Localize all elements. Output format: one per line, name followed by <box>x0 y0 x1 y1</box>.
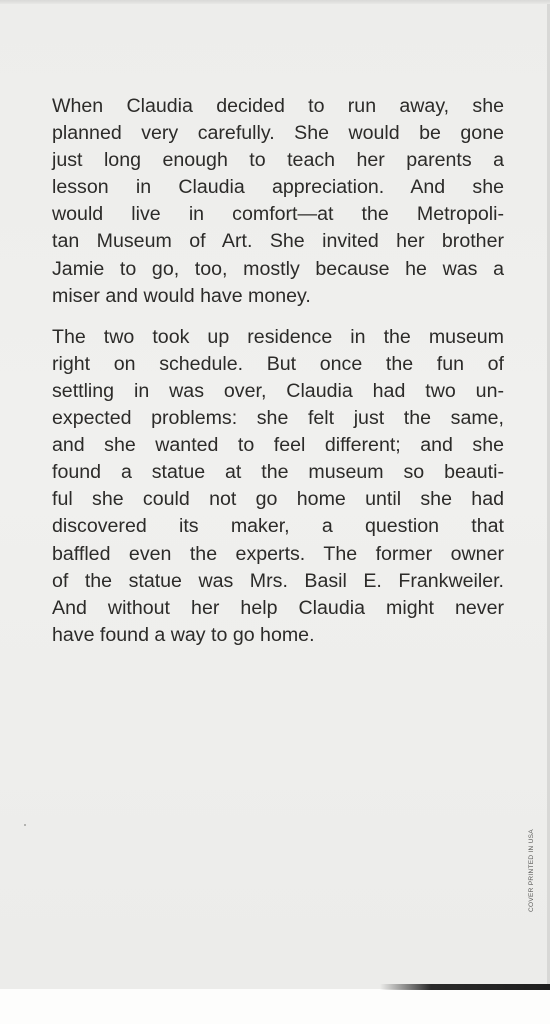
blurb-line: baffled even the experts. The former owner <box>52 542 504 565</box>
blurb-line: just long enough to teach her parents a <box>52 149 504 172</box>
blurb-line: Jamie to go, too, mostly because he was a <box>52 257 504 280</box>
blurb-line: The two took up residence in the museum <box>52 325 504 348</box>
blurb-line: right on schedule. But once the fun of <box>52 352 504 375</box>
cover-blurb <box>52 93 504 649</box>
blurb-line: expected problems: she felt just the same, <box>52 407 504 430</box>
blurb-line: discovered its maker, a question that <box>52 515 504 538</box>
blurb-line: and she wanted to feel different; and she <box>52 434 504 457</box>
cover-imprint: COVER PRINTED IN USA <box>528 829 535 912</box>
blurb-paragraph-1 <box>52 93 504 310</box>
blurb-line: lesson in Claudia appreciation. And she <box>52 176 504 199</box>
cover-bottom-shadow <box>380 984 550 990</box>
blurb-paragraph-2 <box>52 324 504 649</box>
blurb-line: of the statue was Mrs. Basil E. Frankweiler. <box>52 569 504 592</box>
blurb-line: have found a way to go home. <box>52 623 315 646</box>
blurb-line: ful she could not go home until she had <box>52 488 504 511</box>
blurb-line: tan Museum of Art. She invited her brother <box>52 230 504 253</box>
blurb-line: And without her help Claudia might never <box>52 596 504 619</box>
blurb-line: planned very carefully. She would be gone <box>52 122 504 145</box>
blurb-line: would live in comfort—at the Metropoli- <box>52 203 504 226</box>
paper-speck <box>24 824 26 826</box>
blurb-line: found a statue at the museum so beauti- <box>52 461 504 484</box>
blurb-line: When Claudia decided to run away, she <box>52 95 504 117</box>
blurb-line: settling in was over, Claudia had two un- <box>52 379 504 402</box>
blurb-line: miser and would have money. <box>52 284 311 307</box>
